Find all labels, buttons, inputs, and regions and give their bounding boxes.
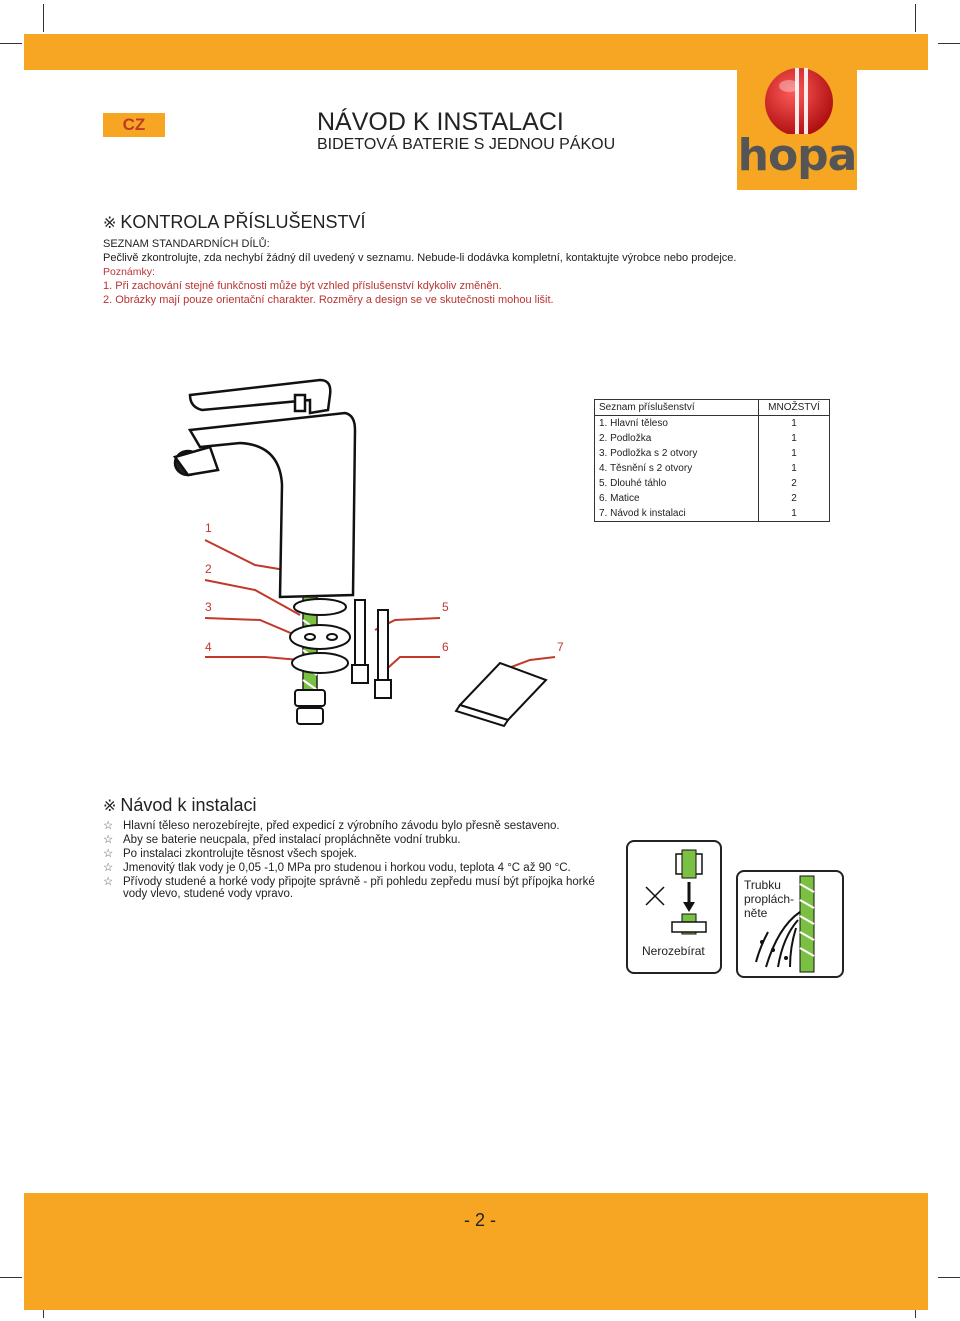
faucet-exploded-diagram	[170, 375, 590, 735]
flush-label: Trubku proplách- něte	[744, 878, 795, 920]
note-2: 2. Obrázky mají pouze orientační charakter. Rozměry a design se ve skutečnosti mohou lišit.	[103, 294, 554, 306]
no-disassemble-label: Nerozebírat	[642, 944, 705, 958]
notes-heading: Poznámky:	[103, 266, 155, 278]
crop-mark	[915, 4, 916, 32]
star-icon: ☆	[103, 834, 114, 846]
table-row: 7. Návod k instalaci 1	[595, 506, 830, 522]
star-icon: ☆	[103, 820, 114, 832]
crop-mark	[938, 43, 960, 44]
logo-text: hopa	[737, 130, 857, 181]
flush-pipe-illustration	[736, 870, 844, 978]
crop-mark	[43, 4, 44, 32]
column-header-name: Seznam příslušenství	[595, 400, 759, 416]
diagram-number: 1	[205, 521, 212, 535]
section-marker-icon: ※	[103, 798, 117, 815]
table-row: 3. Podložka s 2 otvory 1	[595, 446, 830, 461]
instruction-item: ☆ Jmenovitý tlak vody je 0,05 -1,0 MPa pro studenou i horkou vodu, teplota 4 °C až 90 °C.	[103, 862, 571, 874]
diagram-number: 5	[442, 600, 449, 614]
instruction-item: ☆ Aby se baterie neucpala, před instalací propláchněte vodní trubku.	[103, 834, 461, 846]
diagram-number: 2	[205, 562, 212, 576]
star-icon: ☆	[103, 876, 114, 888]
column-header-qty: MNOŽSTVÍ	[759, 400, 830, 416]
note-1: 1. Při zachování stejné funkčnosti může být vzhled příslušenství kdykoliv změněn.	[103, 280, 502, 292]
page-subtitle: BIDETOVÁ BATERIE S JEDNOU PÁKOU	[317, 136, 616, 153]
instruction-item: ☆ Po instalaci zkontrolujte těsnost všech spojek.	[103, 848, 357, 860]
diagram-number: 7	[557, 640, 564, 654]
crop-mark	[0, 43, 22, 44]
hopa-logo	[737, 34, 857, 190]
table-row: 6. Matice 2	[595, 491, 830, 506]
logo-ball-icon	[737, 34, 857, 134]
instruction-item-continued: vody vlevo, studené vody vpravo.	[123, 888, 294, 900]
install-section-title: ※ Návod k instalaci	[103, 795, 257, 815]
crop-mark	[0, 1277, 22, 1278]
page-number: - 2 -	[463, 1210, 496, 1230]
table-row: 4. Těsnění s 2 otvory 1	[595, 461, 830, 476]
language-badge: CZ	[103, 113, 165, 137]
check-section-title: ※ KONTROLA PŘÍSLUŠENSTVÍ	[103, 212, 366, 232]
table-row: 5. Dlouhé táhlo 2	[595, 476, 830, 491]
section-marker-icon: ※	[103, 215, 117, 232]
cross-icon	[646, 887, 664, 905]
star-icon: ☆	[103, 862, 114, 874]
table-row: 1. Hlavní těleso 1	[595, 416, 830, 432]
crop-mark	[938, 1277, 960, 1278]
star-icon: ☆	[103, 848, 114, 860]
no-disassemble-illustration	[626, 840, 722, 974]
diagram-number: 6	[442, 640, 449, 654]
page-title: NÁVOD K INSTALACI	[317, 108, 564, 136]
check-instruction: Pečlivě zkontrolujte, zda nechybí žádný díl uvedený v seznamu. Nebude-li dodávka kompletní, kontaktujte výrobce nebo prodejce.	[103, 252, 737, 264]
water-stream-icon	[756, 912, 800, 967]
parts-heading: SEZNAM STANDARDNÍCH DÍLŮ:	[103, 238, 270, 250]
diagram-number: 3	[205, 600, 212, 614]
instruction-item: ☆ Přívody studené a horké vody připojte správně - při pohledu zepředu musí být přípojka horké	[103, 876, 595, 888]
instruction-item: ☆ Hlavní těleso nerozebírejte, před expedicí z výrobního závodu bylo přesně sestaveno.	[103, 820, 560, 832]
table-header-row	[595, 400, 830, 416]
diagram-number: 4	[205, 640, 212, 654]
table-row: 2. Podložka 1	[595, 431, 830, 446]
parts-table	[594, 399, 830, 522]
